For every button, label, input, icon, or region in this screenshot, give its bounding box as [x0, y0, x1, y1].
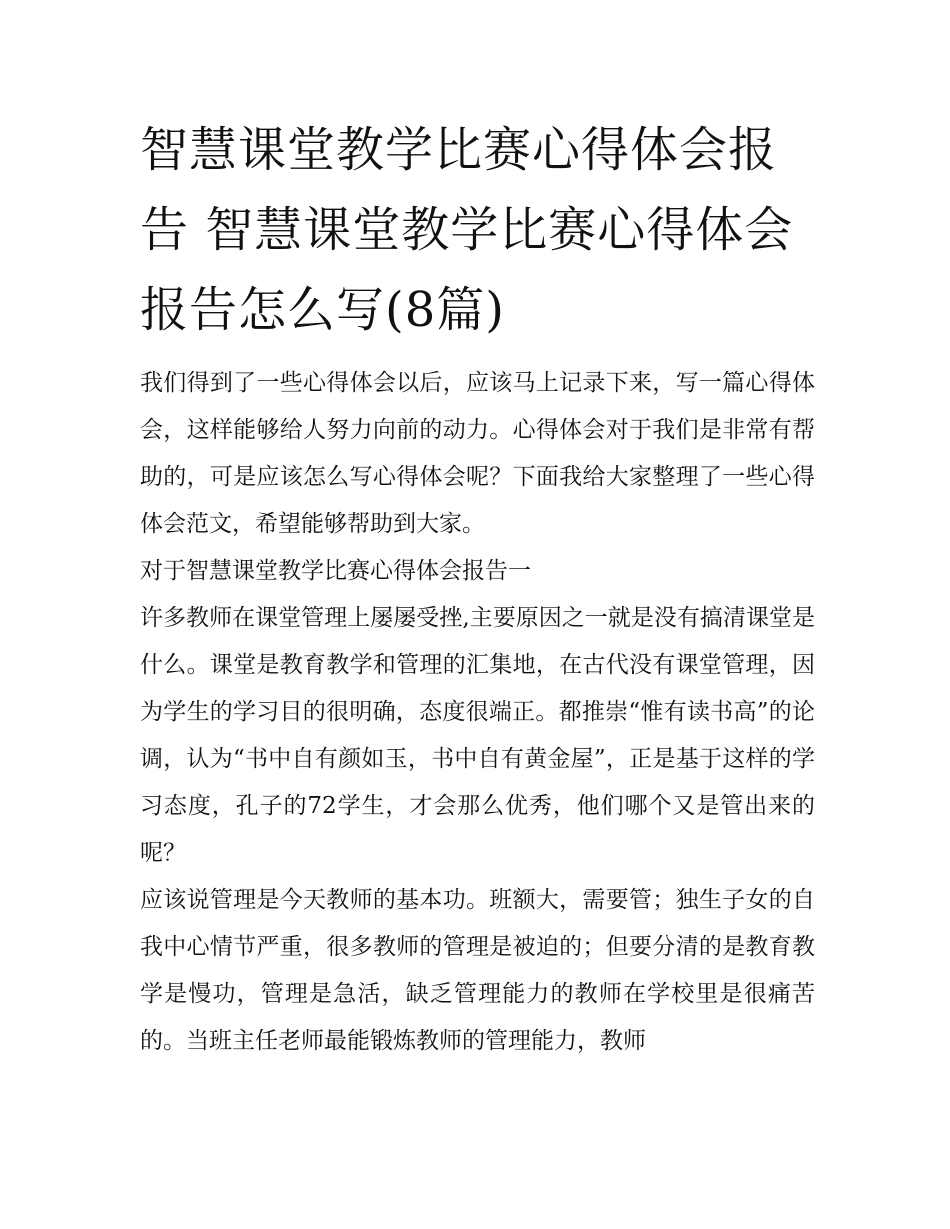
paragraph-body-1: 许多教师在课堂管理上屡屡受挫,主要原因之一就是没有搞清课堂是什么。课堂是教育教学和管理的汇集地，在古代没有课堂管理，因为学生的学习目的很明确，态度很端正。都推崇“惟有读书高”的论调，认为“书中自有颜如玉，书中自有黄金屋”，正是基于这样的学习态度，孔子的72学生，才会那么优秀，他们哪个又是管出来的呢？ [140, 605, 815, 866]
paragraph-body-2: 应该说管理是今天教师的基本功。班额大，需要管；独生子女的自我中心情节严重，很多教师的管理是被迫的；但要分清的是教育教学是慢功，管理是急活，缺乏管理能力的教师在学校里是很痛苦的。当班主任老师最能锻炼教师的管理能力，教师 [140, 887, 815, 1054]
document-title: 智慧课堂教学比赛心得体会报告 智慧课堂教学比赛心得体会报告怎么写(8篇) [140, 122, 794, 338]
paragraph-intro: 我们得到了一些心得体会以后，应该马上记录下来，写一篇心得体会，这样能够给人努力向前的动力。心得体会对于我们是非常有帮助的，可是应该怎么写心得体会呢？下面我给大家整理了一些心得体会范文，希望能够帮助到大家。 [140, 370, 815, 537]
document-page [140, 110, 815, 1065]
paragraph-section-heading: 对于智慧课堂教学比赛心得体会报告一 [140, 558, 531, 584]
